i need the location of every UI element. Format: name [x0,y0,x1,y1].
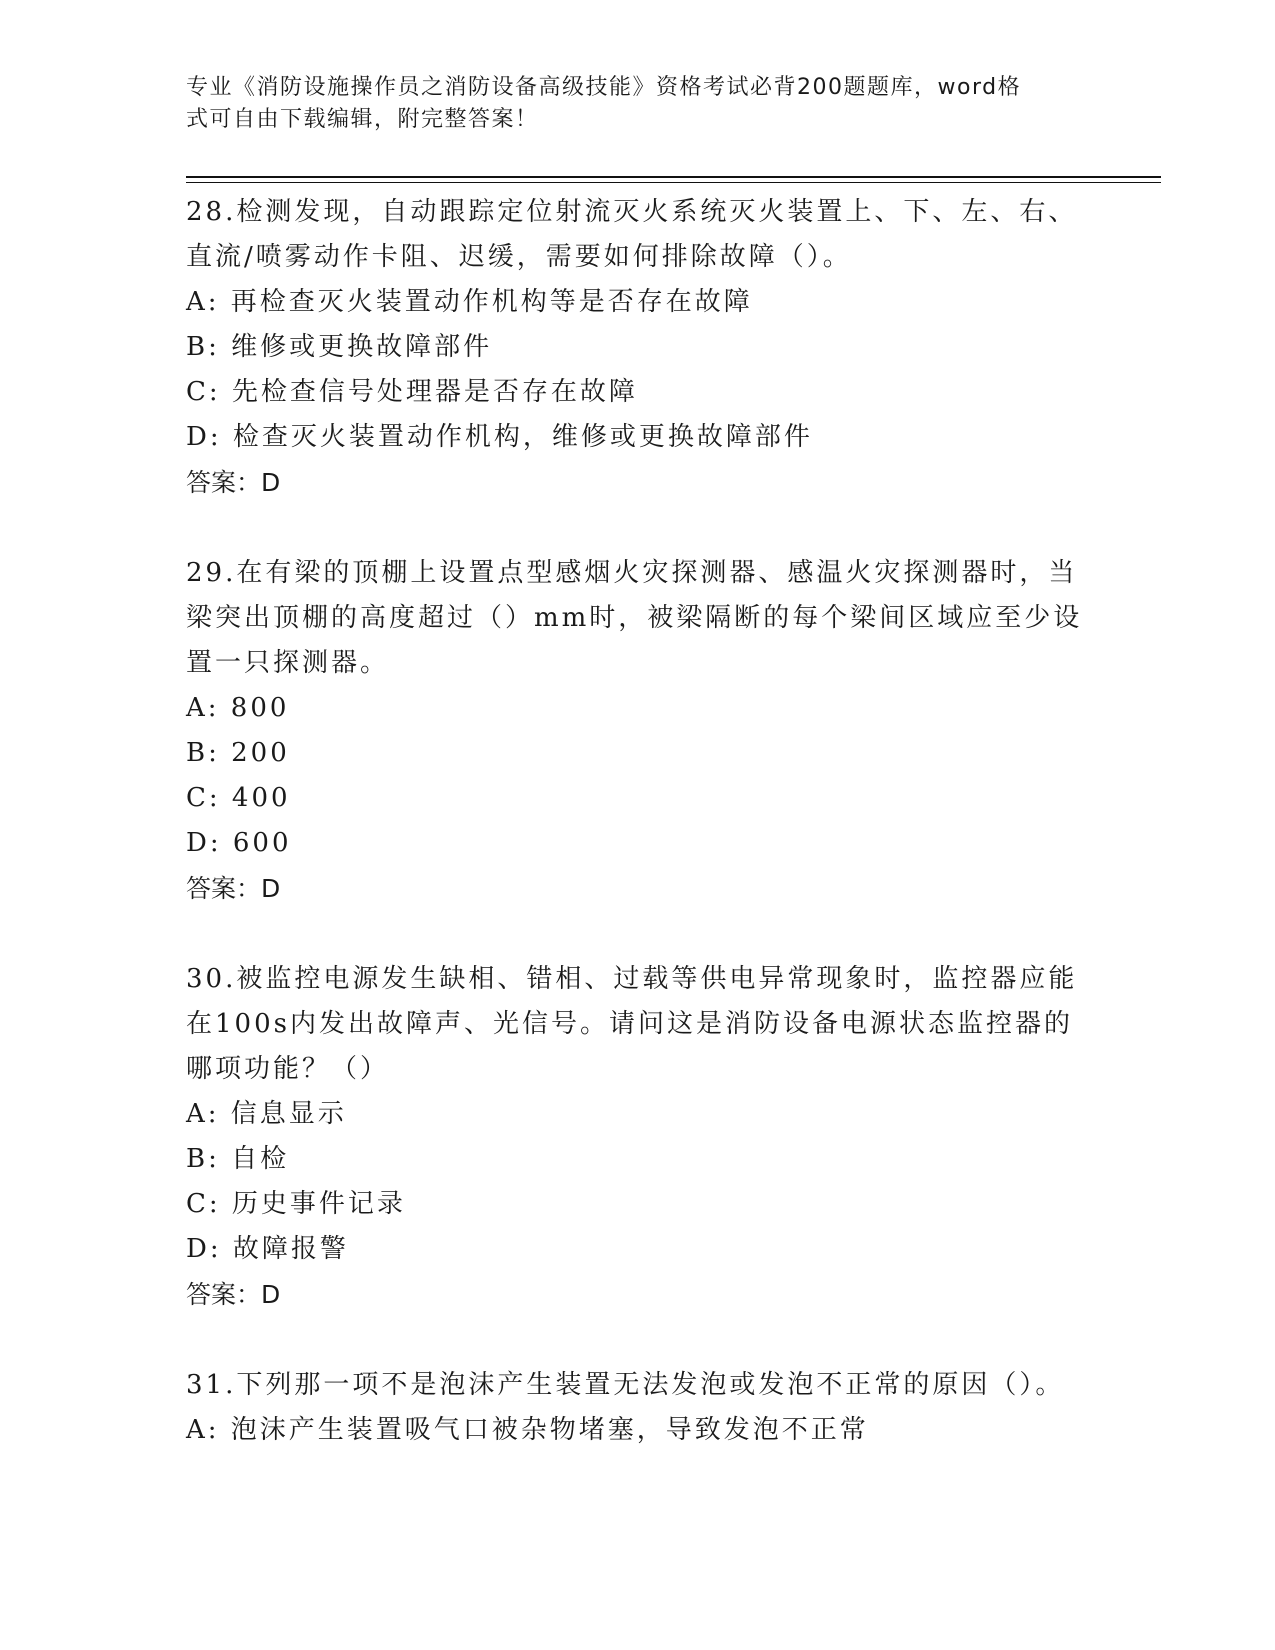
document-header [186,72,1066,136]
option-d: D: 600 [186,828,292,858]
question-stem-line: 28.检测发现，自动跟踪定位射流灭火系统灭火装置上、下、左、右、 [186,197,1078,227]
header-line-2: 式可自由下载编辑，附完整答案！ [186,107,539,132]
option-b: B: 自检 [186,1144,290,1174]
question-list [186,190,1161,1453]
question-spacer [186,505,1161,551]
option-d: D: 故障报警 [186,1234,349,1264]
question-stem-line: 置一只探测器。 [186,648,390,678]
option-b: B: 维修或更换故障部件 [186,332,493,362]
document-page [186,0,1161,1650]
question-28 [186,190,1161,505]
question-stem-line: 29.在有梁的顶棚上设置点型感烟火灾探测器、感温火灾探测器时，当 [186,558,1078,588]
answer: 答案：D [186,874,281,903]
question-stem [186,1363,1086,1408]
header-divider-thin [186,182,1161,183]
question-stem-line: 31.下列那一项不是泡沫产生装置无法发泡或发泡不正常的原因（）。 [186,1370,1065,1400]
option-c: C: 历史事件记录 [186,1189,406,1219]
header-divider-thick [186,176,1161,178]
option-b: B: 200 [186,738,290,768]
question-stem-line: 梁突出顶棚的高度超过（）mm时，被梁隔断的每个梁间区域应至少设 [186,603,1083,633]
question-stem-line: 直流/喷雾动作卡阻、迟缓，需要如何排除故障（）。 [186,242,852,272]
question-29 [186,551,1161,911]
question-stem-line: 在100s内发出故障声、光信号。请问这是消防设备电源状态监控器的 [186,1009,1073,1039]
question-spacer [186,1317,1161,1363]
option-c: C: 先检查信号处理器是否存在故障 [186,377,638,407]
question-30 [186,957,1161,1317]
option-c: C: 400 [186,783,291,813]
option-a: A: 泡沫产生装置吸气口被杂物堵塞，导致发泡不正常 [186,1415,869,1445]
option-a: A: 800 [186,693,290,723]
header-line-1: 专业《消防设施操作员之消防设备高级技能》资格考试必背200题题库，word格 [186,75,1022,100]
option-a: A: 再检查灭火装置动作机构等是否存在故障 [186,287,753,317]
answer: 答案：D [186,468,281,497]
option-a: A: 信息显示 [186,1099,347,1129]
question-stem [186,190,1086,280]
question-spacer [186,911,1161,957]
question-stem [186,957,1086,1092]
option-d: D: 检查灭火装置动作机构，维修或更换故障部件 [186,422,813,452]
question-stem [186,551,1086,686]
question-stem-line: 哪项功能？（） [186,1054,390,1084]
question-stem-line: 30.被监控电源发生缺相、错相、过载等供电异常现象时，监控器应能 [186,964,1078,994]
answer: 答案：D [186,1280,281,1309]
question-31 [186,1363,1161,1453]
